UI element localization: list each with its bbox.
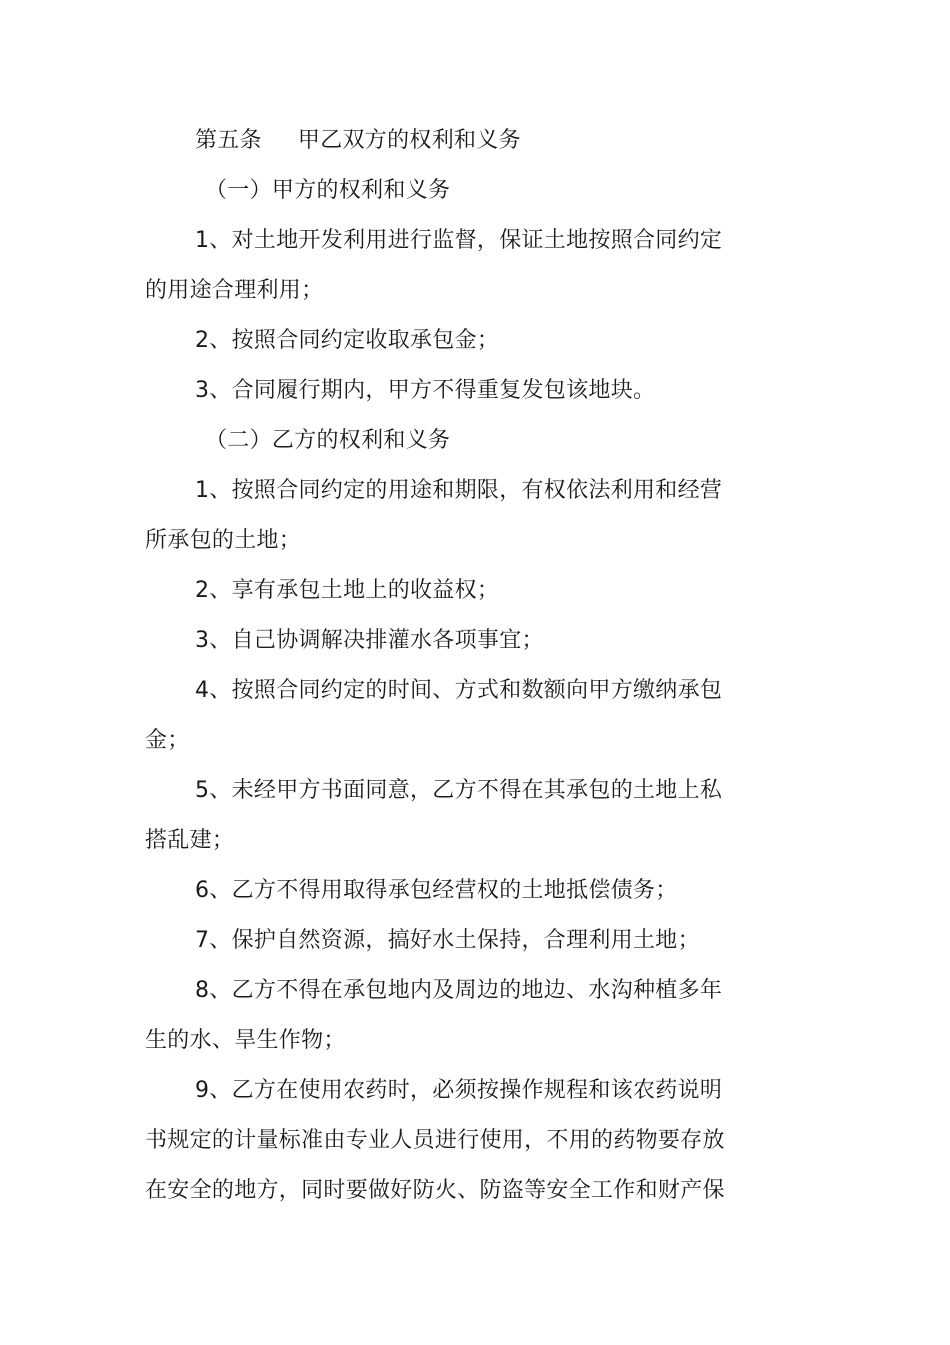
paragraph-line: 的用途合理利用；	[145, 278, 324, 303]
paragraph-line: 6、乙方不得用取得承包经营权的土地抵偿债务；	[195, 878, 678, 903]
paragraph-line: 3、自己协调解决排灌水各项事宜；	[195, 628, 544, 653]
paragraph-line: 7、保护自然资源，搞好水土保持，合理利用土地；	[195, 928, 700, 953]
paragraph-line: 1、按照合同约定的用途和期限，有权依法利用和经营	[195, 478, 723, 503]
article-title: 甲乙双方的权利和义务	[297, 128, 521, 153]
article-heading-line	[0, 126, 950, 156]
paragraph-line: 8、乙方不得在承包地内及周边的地边、水沟种植多年	[195, 978, 723, 1003]
paragraph-line: 金；	[145, 728, 190, 753]
article-number: 第五条	[195, 128, 262, 153]
paragraph-line: 5、未经甲方书面同意，乙方不得在其承包的土地上私	[195, 778, 723, 803]
paragraph-line: 9、乙方在使用农药时，必须按操作规程和该农药说明	[195, 1078, 723, 1103]
paragraph-line: 3、合同履行期内，甲方不得重复发包该地块。	[195, 378, 656, 403]
paragraph-line: 书规定的计量标准由专业人员进行使用，不用的药物要存放	[145, 1128, 725, 1153]
paragraph-line: 生的水、旱生作物；	[145, 1028, 346, 1053]
section-heading-party-a: （一）甲方的权利和义务	[205, 178, 451, 203]
paragraph-line: 2、按照合同约定收取承包金；	[195, 328, 500, 353]
section-heading-party-b: （二）乙方的权利和义务	[205, 428, 451, 453]
paragraph-line: 搭乱建；	[145, 828, 235, 853]
paragraph-line: 4、按照合同约定的时间、方式和数额向甲方缴纳承包	[195, 678, 723, 703]
paragraph-line: 2、享有承包土地上的收益权；	[195, 578, 500, 603]
paragraph-line: 1、对土地开发利用进行监督，保证土地按照合同约定	[195, 228, 723, 253]
paragraph-line: 所承包的土地；	[145, 528, 302, 553]
paragraph-line: 在安全的地方，同时要做好防火、防盗等安全工作和财产保	[145, 1178, 725, 1203]
